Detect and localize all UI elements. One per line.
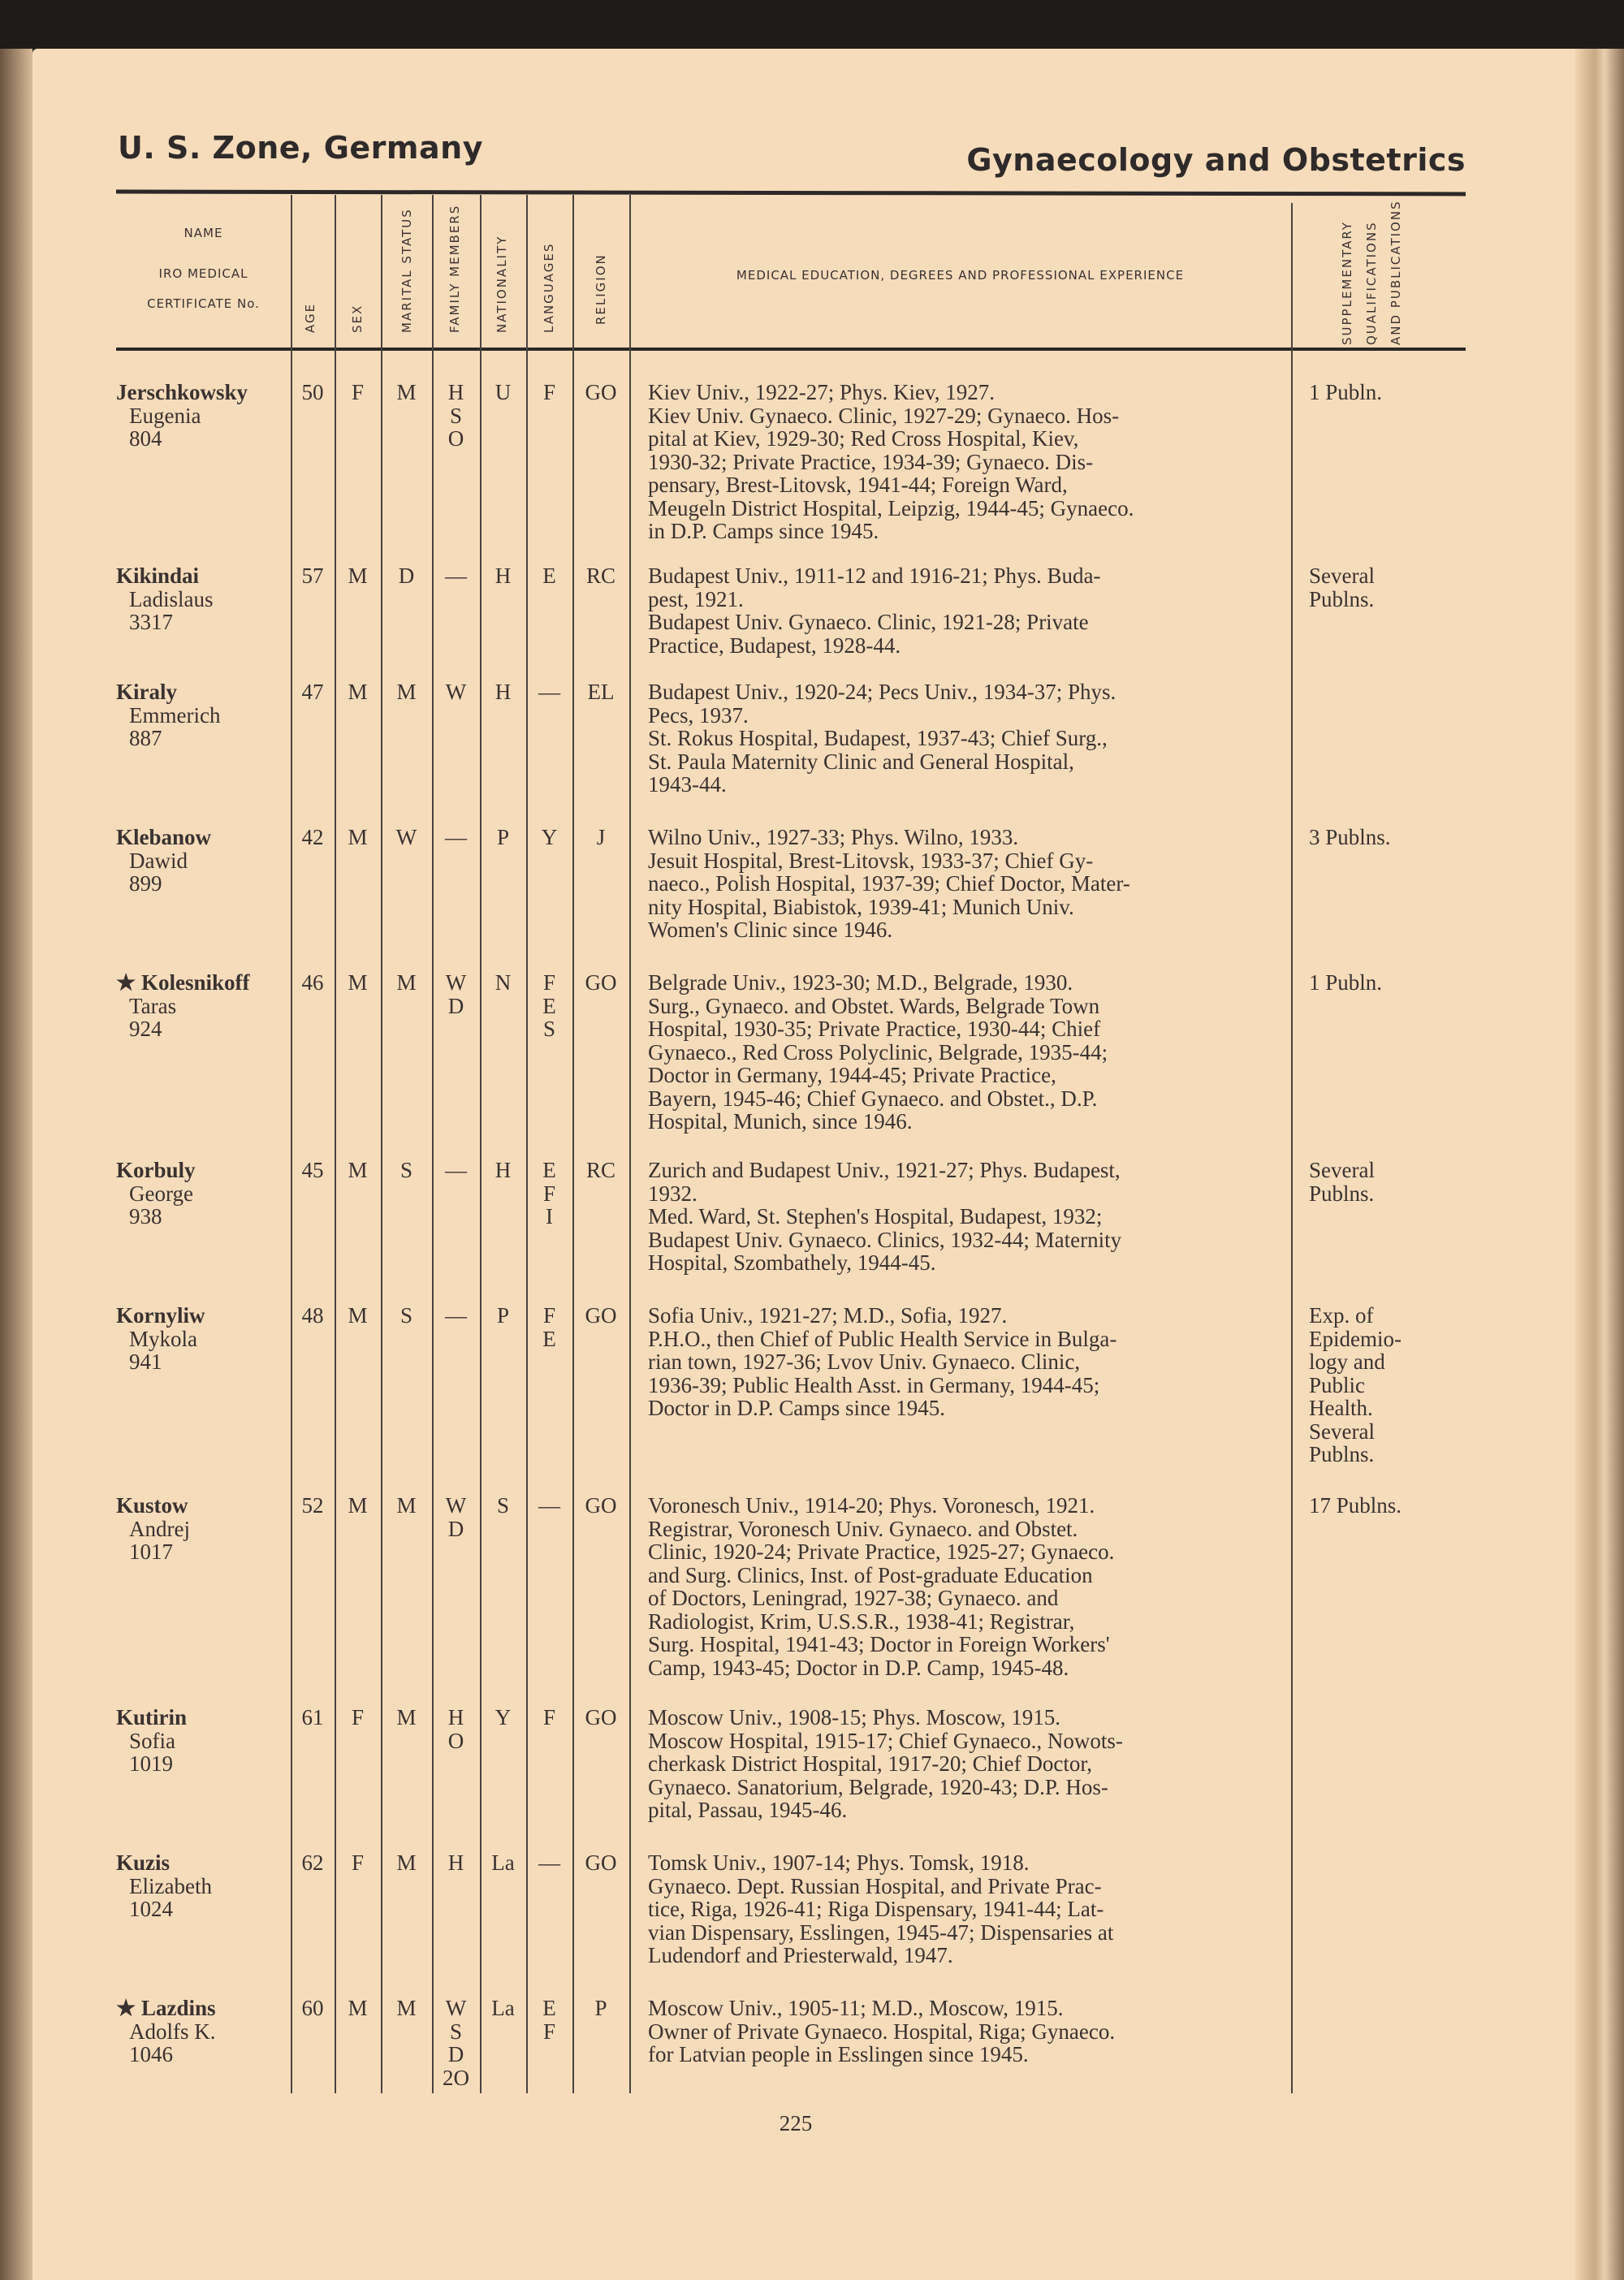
surname xyxy=(116,1706,291,1729)
languages-code: E xyxy=(542,1326,556,1351)
supplementary-cell xyxy=(1309,826,1463,849)
name-cell xyxy=(116,680,291,750)
supplementary-cell xyxy=(1309,1304,1463,1466)
nationality-cell: H xyxy=(495,680,512,704)
supplementary-line: Health. xyxy=(1309,1396,1373,1420)
languages-code: I xyxy=(546,1204,553,1229)
nationality-cell: H xyxy=(495,1158,512,1182)
education-line: of Doctors, Leningrad, 1927-38; Gynaeco. and xyxy=(648,1586,1059,1610)
education-line: for Latvian people in Esslingen since 1945. xyxy=(648,2042,1029,2066)
age-cell: 48 xyxy=(301,1303,324,1328)
given-name: Adolfs K. xyxy=(129,2019,216,2044)
education-line: Camp, 1943-45; Doctor in D.P. Camp, 1945-48. xyxy=(648,1655,1069,1680)
nationality-cell: Y xyxy=(495,1705,512,1729)
education-line: 1930-32; Private Practice, 1934-39; Gynaeco. Dis- xyxy=(648,449,1094,474)
family-cell xyxy=(432,564,480,588)
religion-cell: J xyxy=(596,825,606,849)
page-number: 225 xyxy=(779,2111,813,2135)
name-cell xyxy=(116,1159,291,1229)
age-cell: 47 xyxy=(301,680,324,704)
family-cell xyxy=(432,680,480,704)
education-line: Surg., Gynaeco. and Obstet. Wards, Belgrade Town xyxy=(648,993,1100,1018)
education-line: P.H.O., then Chief of Public Health Service in Bulga- xyxy=(648,1326,1117,1351)
sex-cell: F xyxy=(351,1850,365,1875)
education-line: Gynaeco. Dept. Russian Hospital, and Private Prac- xyxy=(648,1873,1102,1898)
education-line: St. Rokus Hospital, Budapest, 1937-43; Chief Surg., xyxy=(648,726,1108,750)
nationality-cell: N xyxy=(495,970,512,995)
education-line: Kiev Univ., 1922-27; Phys. Kiev, 1927. xyxy=(648,380,995,404)
family-code: — xyxy=(445,564,467,588)
sex-cell: F xyxy=(351,380,365,404)
education-line: in D.P. Camps since 1945. xyxy=(648,519,879,543)
education-line: Wilno Univ., 1927-33; Phys. Wilno, 1933. xyxy=(648,825,1019,849)
education-line: Practice, Budapest, 1928-44. xyxy=(648,633,901,658)
name-cell xyxy=(116,971,291,1041)
education-line: Med. Ward, St. Stephen's Hospital, Budapest, 1932; xyxy=(648,1204,1103,1229)
name-cell xyxy=(116,381,291,451)
education-cell xyxy=(648,1851,1281,1967)
column-header-languages: LANGUAGES xyxy=(542,242,556,333)
name-cell xyxy=(116,564,291,634)
languages-cell xyxy=(526,1851,572,1875)
languages-code: F xyxy=(542,1303,556,1328)
column-header-marital-status: MARITAL STATUS xyxy=(400,208,414,333)
header-bottom-rule xyxy=(116,348,1466,351)
running-header-left: U. S. Zone, Germany xyxy=(118,130,483,166)
supplementary-line: Publns. xyxy=(1309,586,1375,611)
education-line: Women's Clinic since 1946. xyxy=(648,918,893,942)
surname-text: Kutirin xyxy=(116,1705,188,1729)
education-line: Owner of Private Gynaeco. Hospital, Riga; Gynaeco. xyxy=(648,2019,1116,2044)
column-header-cert-1: IRO MEDICAL xyxy=(158,266,248,281)
supplementary-line: Publns. xyxy=(1309,1442,1375,1466)
education-cell xyxy=(648,1304,1281,1420)
certificate-number: 1046 xyxy=(129,2042,173,2066)
sex-cell: F xyxy=(351,1705,365,1729)
family-cell xyxy=(432,1851,480,1875)
certificate-number: 941 xyxy=(129,1349,162,1374)
supplementary-line: Several xyxy=(1309,564,1375,588)
nationality-cell: P xyxy=(496,825,510,849)
column-divider xyxy=(432,195,434,2093)
education-line: Budapest Univ. Gynaeco. Clinics, 1932-44; Maternity xyxy=(648,1227,1122,1252)
family-cell xyxy=(432,971,480,1017)
supplementary-line: 3 Publns. xyxy=(1309,825,1391,849)
family-cell xyxy=(432,381,480,451)
education-line: Hospital, Munich, since 1946. xyxy=(648,1109,913,1134)
age-cell: 60 xyxy=(301,1996,324,2020)
supplementary-line: Several xyxy=(1309,1158,1375,1182)
age-cell: 46 xyxy=(301,970,324,995)
family-code: D xyxy=(447,993,464,1018)
education-line: Clinic, 1920-24; Private Practice, 1925-27; Gynaeco. xyxy=(648,1539,1115,1564)
education-cell xyxy=(648,1997,1281,2066)
age-cell: 52 xyxy=(301,1493,324,1518)
languages-cell xyxy=(526,680,572,704)
education-line: Moscow Univ., 1908-15; Phys. Moscow, 1915. xyxy=(648,1705,1061,1729)
nationality-cell: S xyxy=(496,1493,510,1518)
education-line: Moscow Univ., 1905-11; M.D., Moscow, 1915. xyxy=(648,1996,1064,2020)
column-divider xyxy=(572,195,574,2093)
given-name: Mykola xyxy=(129,1326,197,1351)
column-divider xyxy=(291,195,292,2093)
education-line: rian town, 1927-36; Lvov Univ. Gynaeco. Clinic, xyxy=(648,1349,1081,1374)
family-code: W xyxy=(445,970,467,995)
family-code: D xyxy=(447,2042,464,2066)
family-code: S xyxy=(449,403,463,428)
column-divider xyxy=(629,195,631,2093)
religion-cell: GO xyxy=(585,1303,617,1328)
star-icon: ★ xyxy=(116,1996,136,2020)
surname xyxy=(116,1494,291,1518)
given-name: Andrej xyxy=(129,1516,190,1541)
religion-cell: GO xyxy=(585,1705,617,1729)
education-line: 1943-44. xyxy=(648,772,727,797)
marital-cell: M xyxy=(396,1996,417,2020)
sex-cell: M xyxy=(348,1493,368,1518)
education-line: St. Paula Maternity Clinic and General Hospital, xyxy=(648,749,1074,774)
column-divider xyxy=(1291,203,1293,2093)
religion-cell: RC xyxy=(585,1158,616,1182)
given-name: Ladislaus xyxy=(129,586,214,611)
education-line: pital at Kiev, 1929-30; Red Cross Hospital, Kiev, xyxy=(648,426,1079,451)
education-line: vian Dispensary, Esslingen, 1945-47; Dispensaries at xyxy=(648,1919,1114,1945)
surname xyxy=(116,1997,291,2020)
surname-text: Korbuly xyxy=(116,1158,196,1182)
surname xyxy=(116,1851,291,1875)
surname xyxy=(116,564,291,588)
surname-text: Kiraly xyxy=(116,680,177,704)
certificate-number: 899 xyxy=(129,871,162,896)
supplementary-line: 17 Publns. xyxy=(1309,1493,1402,1518)
supplementary-line: logy and xyxy=(1309,1349,1385,1374)
nationality-cell: H xyxy=(495,564,512,588)
column-header-sex: SEX xyxy=(350,304,365,333)
sex-cell: M xyxy=(348,970,368,995)
surname-text: Klebanow xyxy=(116,825,212,849)
education-line: Doctor in Germany, 1944-45; Private Practice, xyxy=(648,1063,1056,1087)
religion-cell: GO xyxy=(585,970,617,995)
given-name: George xyxy=(129,1181,193,1206)
education-line: Ludendorf and Priesterwald, 1947. xyxy=(648,1943,953,1967)
age-cell: 57 xyxy=(301,564,324,588)
certificate-number: 1024 xyxy=(129,1897,173,1921)
education-line: Hospital, 1930-35; Private Practice, 1930-44; Chief xyxy=(648,1017,1101,1041)
surname-text: Kornyliw xyxy=(116,1303,205,1328)
marital-cell: W xyxy=(395,825,417,849)
education-line: Voronesch Univ., 1914-20; Phys. Voronesch, 1921. xyxy=(648,1493,1095,1518)
sex-cell: M xyxy=(348,564,368,588)
languages-cell xyxy=(526,1997,572,2043)
certificate-number: 1019 xyxy=(129,1751,173,1776)
languages-cell xyxy=(526,1159,572,1229)
nationality-cell: P xyxy=(496,1303,510,1328)
marital-cell: M xyxy=(396,970,417,995)
supplementary-line: Several xyxy=(1309,1419,1375,1444)
education-line: Zurich and Budapest Univ., 1921-27; Phys. Budapest, xyxy=(648,1158,1121,1182)
family-cell xyxy=(432,1706,480,1752)
surname xyxy=(116,680,291,704)
education-line: Pecs, 1937. xyxy=(648,702,749,728)
family-code: O xyxy=(447,1728,464,1753)
languages-cell xyxy=(526,826,572,849)
surname-text: Jerschkowsky xyxy=(116,380,248,404)
given-name: Emmerich xyxy=(129,702,221,728)
family-code: H xyxy=(447,1705,464,1729)
education-line: pital, Passau, 1945-46. xyxy=(648,1798,848,1822)
supplementary-line: Epidemio- xyxy=(1309,1326,1402,1351)
age-cell: 50 xyxy=(301,380,324,404)
family-code: W xyxy=(445,1996,467,2020)
given-name: Dawid xyxy=(129,848,188,873)
given-name: Sofia xyxy=(129,1728,175,1753)
marital-cell: S xyxy=(400,1303,413,1328)
education-line: Budapest Univ., 1911-12 and 1916-21; Phys. Buda- xyxy=(648,564,1101,588)
languages-code: E xyxy=(542,564,556,588)
certificate-number: 804 xyxy=(129,426,162,451)
column-divider xyxy=(480,195,482,2093)
education-cell xyxy=(648,381,1281,543)
education-line: Surg. Hospital, 1941-43; Doctor in Foreign Workers' xyxy=(648,1632,1110,1656)
education-line: Bayern, 1945-46; Chief Gynaeco. and Obstet., D.P. xyxy=(648,1086,1098,1111)
education-cell xyxy=(648,971,1281,1134)
languages-code: — xyxy=(538,680,560,704)
education-line: Belgrade Univ., 1923-30; M.D., Belgrade, 1930. xyxy=(648,970,1073,995)
education-line: Budapest Univ., 1920-24; Pecs Univ., 1934-37; Phys. xyxy=(648,680,1116,704)
religion-cell: GO xyxy=(585,1493,617,1518)
supplementary-line: Publns. xyxy=(1309,1181,1375,1206)
languages-code: E xyxy=(542,1996,556,2020)
family-code: W xyxy=(445,680,467,704)
age-cell: 62 xyxy=(301,1850,324,1875)
languages-cell xyxy=(526,1494,572,1518)
family-code: — xyxy=(445,1158,467,1182)
column-header-age: AGE xyxy=(303,302,317,333)
family-code: — xyxy=(445,1303,467,1328)
education-line: Hospital, Szombathely, 1944-45. xyxy=(648,1250,936,1275)
education-line: Jesuit Hospital, Brest-Litovsk, 1933-37; Chief Gy- xyxy=(648,848,1094,873)
education-cell xyxy=(648,564,1281,657)
education-line: pest, 1921. xyxy=(648,586,744,611)
languages-cell xyxy=(526,381,572,404)
column-header-cert-2: CERTIFICATE No. xyxy=(147,296,260,311)
family-code: H xyxy=(447,1850,464,1875)
surname xyxy=(116,971,291,995)
column-divider xyxy=(526,195,528,2093)
supplementary-cell xyxy=(1309,381,1463,404)
education-line: Radiologist, Krim, U.S.S.R., 1938-41; Registrar, xyxy=(648,1609,1075,1634)
marital-cell: S xyxy=(400,1158,413,1182)
education-line: Budapest Univ. Gynaeco. Clinic, 1921-28; Private xyxy=(648,610,1089,634)
education-line: 1936-39; Public Health Asst. in Germany, 1944-45; xyxy=(648,1372,1100,1397)
marital-cell: D xyxy=(398,564,415,588)
supplementary-line: Public xyxy=(1309,1372,1366,1397)
marital-cell: M xyxy=(396,1705,417,1729)
surname-text: Kolesnikoff xyxy=(140,970,250,995)
languages-code: F xyxy=(542,1181,556,1206)
age-cell: 42 xyxy=(301,825,324,849)
family-code: D xyxy=(447,1516,464,1541)
languages-code: Y xyxy=(541,825,558,849)
education-line: Registrar, Voronesch Univ. Gynaeco. and Obstet. xyxy=(648,1516,1078,1541)
languages-code: F xyxy=(542,970,556,995)
education-line: and Surg. Clinics, Inst. of Post-graduate Education xyxy=(648,1562,1093,1587)
family-cell xyxy=(432,826,480,849)
marital-cell: M xyxy=(396,1493,417,1518)
given-name: Taras xyxy=(129,993,177,1018)
languages-code: S xyxy=(542,1017,556,1041)
column-header-family-members: FAMILY MEMBERS xyxy=(447,204,462,333)
certificate-number: 3317 xyxy=(129,610,173,634)
family-cell xyxy=(432,1494,480,1540)
family-code: H xyxy=(447,380,464,404)
given-name: Eugenia xyxy=(129,403,201,428)
family-code: 2O xyxy=(443,2065,469,2090)
surname xyxy=(116,381,291,404)
supplementary-cell xyxy=(1309,971,1463,995)
marital-cell: M xyxy=(396,680,417,704)
family-code: W xyxy=(445,1493,467,1518)
family-cell xyxy=(432,1304,480,1328)
nationality-cell: La xyxy=(491,1850,515,1875)
languages-cell xyxy=(526,1706,572,1729)
supplementary-line: 1 Publn. xyxy=(1309,970,1383,995)
given-name: Elizabeth xyxy=(129,1873,212,1898)
religion-cell: RC xyxy=(585,564,616,588)
marital-cell: M xyxy=(396,380,417,404)
education-line: Tomsk Univ., 1907-14; Phys. Tomsk, 1918. xyxy=(648,1850,1030,1875)
sex-cell: M xyxy=(348,1158,368,1182)
religion-cell: EL xyxy=(587,680,615,704)
supplementary-line: Exp. of xyxy=(1309,1303,1374,1328)
certificate-number: 924 xyxy=(129,1017,162,1041)
name-cell xyxy=(116,1997,291,2066)
star-icon: ★ xyxy=(116,970,136,995)
page-fold-shadow xyxy=(0,49,32,2280)
column-divider xyxy=(381,195,382,2093)
languages-code: E xyxy=(542,1158,556,1182)
family-code: O xyxy=(447,426,464,451)
education-line: naeco., Polish Hospital, 1937-39; Chief Doctor, Mater- xyxy=(648,871,1130,896)
nationality-cell: La xyxy=(491,1996,515,2020)
name-cell xyxy=(116,1494,291,1564)
surname xyxy=(116,1304,291,1328)
surname-text: Kuzis xyxy=(116,1850,171,1875)
family-cell xyxy=(432,1997,480,2089)
sex-cell: M xyxy=(348,825,368,849)
column-header-nationality: NATIONALITY xyxy=(495,235,509,333)
certificate-number: 887 xyxy=(129,726,162,750)
surname-text: Kikindai xyxy=(116,564,200,588)
column-header-supplementary-2: QUALIFICATIONS xyxy=(1364,221,1379,345)
education-line: tice, Riga, 1926-41; Riga Dispensary, 1941-44; Lat- xyxy=(648,1897,1104,1921)
family-cell xyxy=(432,1159,480,1182)
sex-cell: M xyxy=(348,1303,368,1328)
education-line: Doctor in D.P. Camps since 1945. xyxy=(648,1396,945,1420)
column-divider xyxy=(335,195,336,2093)
surname xyxy=(116,826,291,849)
religion-cell: GO xyxy=(585,1850,617,1875)
education-line: Gynaeco., Red Cross Polyclinic, Belgrade, 1935-44; xyxy=(648,1039,1108,1064)
education-line: Kiev Univ. Gynaeco. Clinic, 1927-29; Gynaeco. Hos- xyxy=(648,403,1120,428)
running-header-right: Gynaecology and Obstetrics xyxy=(966,142,1466,178)
column-header-supplementary-3: AND PUBLICATIONS xyxy=(1389,200,1403,345)
religion-cell: P xyxy=(594,1996,607,2020)
supplementary-cell xyxy=(1309,1159,1463,1205)
supplementary-cell xyxy=(1309,564,1463,611)
surname-text: Lazdins xyxy=(140,1996,216,2020)
languages-code: — xyxy=(538,1493,560,1518)
education-cell xyxy=(648,1494,1281,1679)
column-header-education: MEDICAL EDUCATION, DEGREES AND PROFESSIONAL EXPERIENCE xyxy=(736,268,1185,283)
education-line: Gynaeco. Sanatorium, Belgrade, 1920-43; D.P. Hos- xyxy=(648,1774,1108,1799)
certificate-number: 1017 xyxy=(129,1539,173,1564)
languages-cell xyxy=(526,971,572,1041)
sex-cell: M xyxy=(348,1996,368,2020)
column-header-name: NAME xyxy=(184,226,223,240)
education-line: Sofia Univ., 1921-27; M.D., Sofia, 1927. xyxy=(648,1303,1008,1328)
name-cell xyxy=(116,1304,291,1374)
education-cell xyxy=(648,1706,1281,1822)
age-cell: 61 xyxy=(301,1705,324,1729)
religion-cell: GO xyxy=(585,380,617,404)
supplementary-cell xyxy=(1309,1494,1463,1518)
education-line: Meugeln District Hospital, Leipzig, 1944-45; Gynaeco. xyxy=(648,495,1134,520)
languages-code: F xyxy=(542,1705,556,1729)
supplementary-line: 1 Publn. xyxy=(1309,380,1383,404)
sex-cell: M xyxy=(348,680,368,704)
languages-code: — xyxy=(538,1850,560,1875)
education-line: 1932. xyxy=(648,1181,698,1206)
education-cell xyxy=(648,1159,1281,1275)
education-line: cherkask District Hospital, 1917-20; Chief Doctor, xyxy=(648,1751,1093,1776)
languages-cell xyxy=(526,1304,572,1350)
marital-cell: M xyxy=(396,1850,417,1875)
age-cell: 45 xyxy=(301,1158,324,1182)
surname xyxy=(116,1159,291,1182)
name-cell xyxy=(116,1706,291,1776)
column-header-religion: RELIGION xyxy=(594,253,608,325)
family-code: S xyxy=(449,2019,463,2044)
nationality-cell: U xyxy=(495,380,512,404)
languages-code: F xyxy=(542,2019,556,2044)
family-code: — xyxy=(445,825,467,849)
education-line: pensary, Brest-Litovsk, 1941-44; Foreign Ward, xyxy=(648,473,1068,497)
name-cell xyxy=(116,1851,291,1921)
page-stack-edge xyxy=(1575,49,1624,2280)
column-header-supplementary-1: SUPPLEMENTARY xyxy=(1340,221,1354,345)
languages-cell xyxy=(526,564,572,588)
education-line: Moscow Hospital, 1915-17; Chief Gynaeco., Nowots- xyxy=(648,1728,1123,1753)
education-cell xyxy=(648,680,1281,797)
name-cell xyxy=(116,826,291,896)
languages-code: F xyxy=(542,380,556,404)
education-line: nity Hospital, Biabistok, 1939-41; Munich Univ. xyxy=(648,894,1074,919)
languages-code: E xyxy=(542,993,556,1018)
certificate-number: 938 xyxy=(129,1204,162,1229)
surname-text: Kustow xyxy=(116,1493,188,1518)
education-cell xyxy=(648,826,1281,942)
